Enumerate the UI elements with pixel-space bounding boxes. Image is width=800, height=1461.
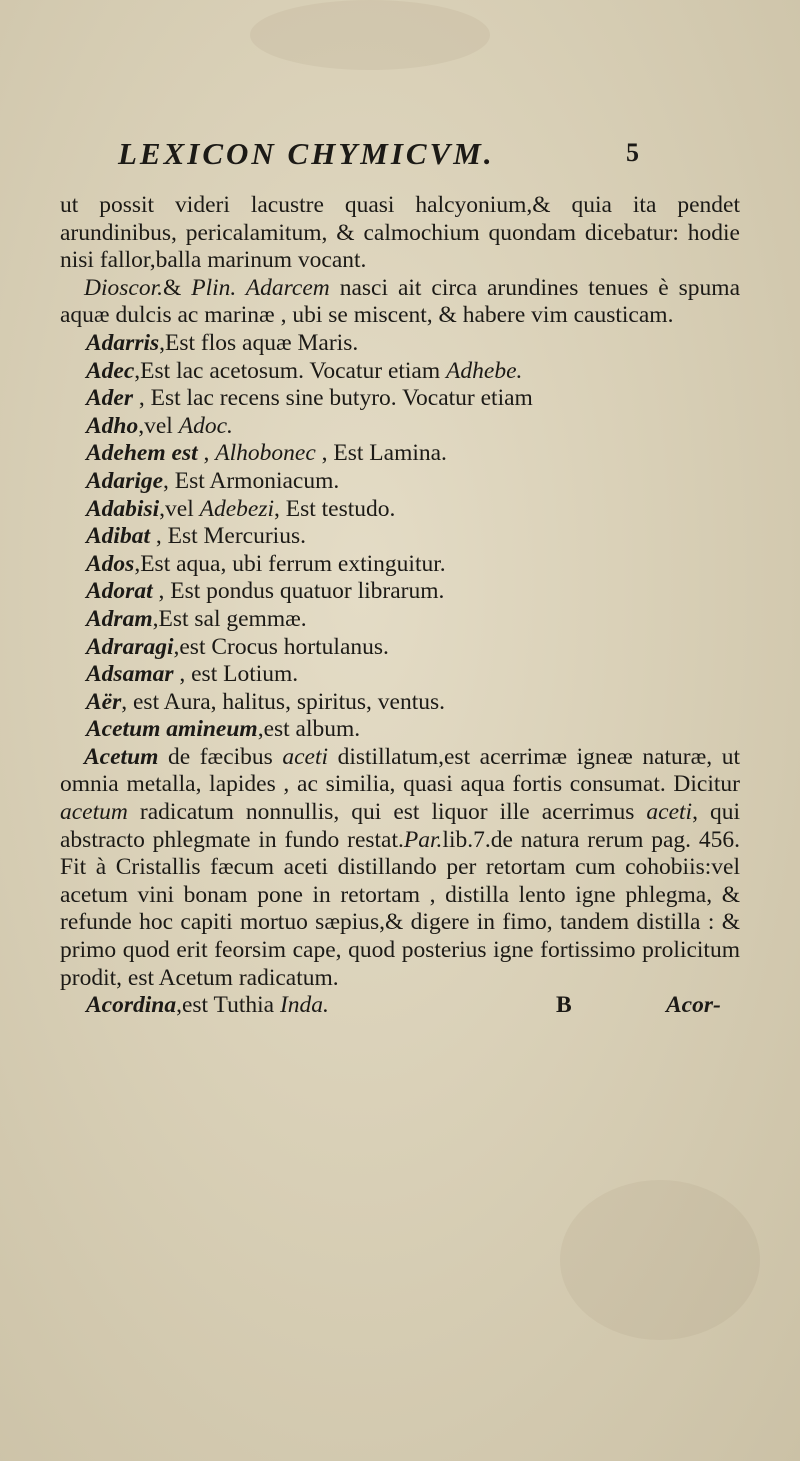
dictionary-entry xyxy=(86,716,740,744)
entry-list xyxy=(60,330,740,744)
paper-stain xyxy=(250,0,490,70)
text-run: distillatum,est acerrimæ igneæ naturæ, ut omnia metalla, lapides , ac similia, quasi aqua fortis consumat. Dicitur xyxy=(60,743,740,798)
dictionary-entry xyxy=(86,413,740,441)
dictionary-entry xyxy=(86,385,740,413)
dictionary-entry xyxy=(86,689,740,717)
definition: , Est Armoniacum. xyxy=(163,467,340,494)
headword: Adehem est xyxy=(86,440,198,467)
definition: , xyxy=(197,440,216,467)
author-reference: Dioscor. xyxy=(84,274,163,301)
paragraph-intro xyxy=(60,192,740,275)
running-head: LEXICON CHYMICVM. xyxy=(118,136,495,171)
definition: ,Est flos aquæ Maris. xyxy=(159,329,359,356)
dictionary-entry xyxy=(86,358,740,386)
definition: ,est Crocus hortulanus. xyxy=(173,633,389,660)
headword: Adorat xyxy=(86,578,153,605)
headword: Aër xyxy=(86,688,122,715)
definition: , Est pondus quatuor librarum. xyxy=(152,578,445,605)
definition: ,est Tuthia xyxy=(176,992,280,1019)
text-run: & xyxy=(163,274,192,301)
author-reference: Plin. Adarcem xyxy=(191,274,330,301)
italic-term: Inda. xyxy=(279,992,329,1019)
italic-term: Alhobonec xyxy=(215,440,316,467)
headword: Adec xyxy=(86,357,135,384)
dictionary-entry xyxy=(86,440,740,468)
paper-stain xyxy=(560,1180,760,1340)
text-run: lib.7.de natura rerum pag. 456. Fit à Cristallis fæcum aceti distillando per retortam cum cohobiis:vel acetum vini bonam pone in retortam , distilla lento igne phlegma, & refunde hoc capiti mortuo sæpius,& digere in fimo, tandem distilla : & primo quod erit feorsim cape, quod posterius igne fortissimo prolicitum prodit, est Acetum radicatum. xyxy=(60,826,740,991)
italic-term: aceti xyxy=(646,799,693,826)
headword: Acetum xyxy=(84,743,159,770)
headword: Adho xyxy=(86,412,139,439)
definition: , Est Lamina. xyxy=(315,440,447,467)
text-run: radicatum nonnullis, qui est liquor ille acerrimus xyxy=(127,799,647,826)
headword: Adarige xyxy=(86,467,164,494)
headword: Ados xyxy=(86,550,135,577)
paragraph-acetum xyxy=(60,744,740,992)
definition: , Est Mercurius. xyxy=(149,523,306,550)
italic-term: aceti xyxy=(282,743,329,770)
paragraph-text: ut possit videri lacustre quasi halcyonium,& quia ita pendet arundinibus, pericalamitum, & calmochium quondam dicebatur: hodie nisi fallor,balla marinum vocant. xyxy=(60,192,740,274)
body-text xyxy=(60,192,740,1020)
italic-term: acetum xyxy=(60,799,128,826)
dictionary-entry xyxy=(86,468,740,496)
dictionary-entry xyxy=(86,661,740,689)
headword: Adarris xyxy=(86,329,160,356)
catchword: Acor- xyxy=(666,992,721,1019)
definition: , est Aura, halitus, spiritus, ventus. xyxy=(121,688,446,715)
definition: ,vel xyxy=(138,412,179,439)
dictionary-entry xyxy=(86,606,740,634)
definition: ,Est lac acetosum. Vocatur etiam xyxy=(134,357,447,384)
paragraph-text: nasci ait circa arundines tenues è spuma aquæ dulcis ac marinæ , ubi se miscent, & habere vim causticam. xyxy=(60,274,741,329)
headword: Ader xyxy=(86,385,133,412)
dictionary-entry xyxy=(86,634,740,662)
text-run: de fæcibus xyxy=(158,743,283,770)
definition: ,est album. xyxy=(257,716,361,743)
headword: Adraragi xyxy=(86,633,174,660)
dictionary-entry xyxy=(86,330,740,358)
page-number: 5 xyxy=(626,138,639,167)
headword: Adibat xyxy=(86,523,150,550)
headword: Adabisi xyxy=(86,495,160,522)
headword: Adsamar xyxy=(86,661,174,688)
headword: Adram xyxy=(86,605,153,632)
last-entry-line xyxy=(86,992,740,1020)
definition: , est Lotium. xyxy=(173,661,299,688)
definition: ,Est aqua, ubi ferrum extinguitur. xyxy=(134,550,446,577)
headword: Acetum amineum xyxy=(86,716,258,743)
dictionary-entry xyxy=(86,523,740,551)
definition: ,vel xyxy=(159,495,200,522)
text-run: , qui abstracto phlegmate in fundo restat. xyxy=(60,799,740,853)
dictionary-entry xyxy=(86,551,740,579)
signature-mark: B xyxy=(556,992,572,1019)
italic-term: Adhebe. xyxy=(446,357,523,384)
definition: , Est testudo. xyxy=(274,495,396,522)
dictionary-entry xyxy=(86,496,740,524)
definition: ,Est sal gemmæ. xyxy=(152,605,307,632)
definition: , Est lac recens sine butyro. Vocatur etiam xyxy=(133,385,533,412)
paragraph-adarces xyxy=(60,275,740,330)
italic-term: Adoc. xyxy=(178,412,233,439)
author-reference: Par. xyxy=(403,826,443,853)
page-header xyxy=(118,136,638,176)
dictionary-entry xyxy=(86,578,740,606)
headword: Acordina xyxy=(86,992,177,1019)
italic-term: Adebezi xyxy=(199,495,274,522)
